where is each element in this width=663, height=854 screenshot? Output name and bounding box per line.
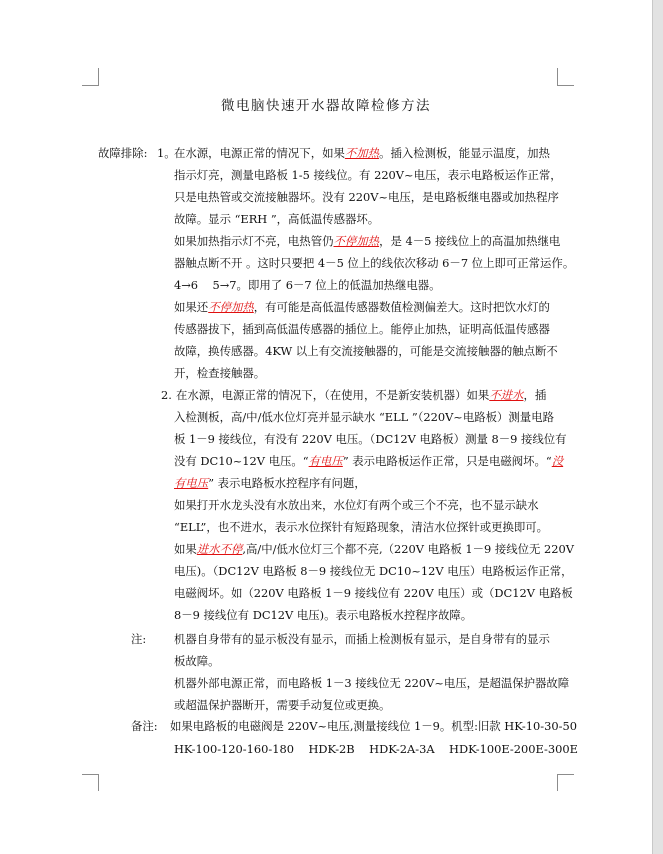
text-run: ” 表示电路板水控程序有问题， — [208, 476, 366, 490]
text-run: 如果加热指示灯不亮，电热管仍 — [174, 234, 334, 248]
text-run: 在水源，电源正常的情况下，（在使用，不是新安装机器）如果 — [176, 388, 490, 402]
text-line: 电压)。（DC12V 电路板 8－9 接线位无 DC10~12V 电压）电路板运作正常， — [174, 564, 573, 578]
text-line: 入检测板，高/中/低水位灯亮并显示缺水 “ELL ”（220V~电路板）测量电路 — [174, 410, 554, 424]
text-run: 没有 DC10~12V 电压。“ — [174, 454, 309, 468]
text-line: 器触点断不开 。这时只要把 4－5 位上的线依次移动 6－7 位上即可正常运作。 — [174, 256, 575, 270]
highlighted-keyword: 不加热 — [344, 146, 380, 160]
text-run: 如果 — [174, 542, 197, 556]
text-run: ，插 — [523, 388, 547, 402]
vertical-scrollbar[interactable] — [652, 0, 663, 854]
text-line: 传感器拔下，插到高低温传感器的插位上。能停止加热，证明高低温传感器 — [174, 322, 550, 336]
highlighted-keyword: 没 — [551, 454, 564, 468]
text-line: “ELL”，也不进水，表示水位探针有短路现象，清洁水位探针或更换即可。 — [174, 520, 549, 534]
crop-mark-top-left — [82, 85, 99, 86]
remark-label: 备注: — [131, 719, 158, 733]
highlighted-keyword: 有电压 — [308, 454, 343, 468]
text-line — [176, 387, 546, 403]
text-run: 如果还 — [174, 300, 209, 314]
document-title: 微电脑快速开水器故障检修方法 — [221, 98, 431, 114]
text-line — [174, 299, 550, 315]
text-line — [174, 453, 563, 469]
highlighted-keyword: 不停加热 — [208, 300, 254, 314]
item-number: 2. — [161, 388, 172, 402]
text-run: ” 表示电路板运作正常，只是电磁阀坏。“ — [342, 454, 552, 468]
text-line: 机器外部电源正常，而电路板 1－3 接线位无 220V~电压，是超温保护器故障 — [174, 676, 570, 690]
text-run: ，是 4－5 接线位上的高温加热继电 — [379, 234, 561, 248]
text-line: 故障，换传感器。4KW 以上有交流接触器的，可能是交流接触器的触点断不 — [174, 344, 558, 358]
crop-mark-bottom-right — [557, 774, 558, 791]
highlighted-keyword: 进水不停 — [196, 542, 243, 556]
text-line: 如果电路板的电磁阀是 220V~电压,测量接线位 1－9。机型:旧款 HK-10-30-50 — [170, 719, 577, 733]
text-run: 。插入检测板，能显示温度，加热 — [379, 146, 550, 160]
highlighted-keyword: 不进水 — [489, 388, 524, 402]
text-line: 板故障。 — [174, 654, 220, 668]
text-line — [174, 233, 560, 249]
text-line: HK-100-120-160-180 HDK-2B HDK-2A-3A HDK-100E-200E-300E — [174, 742, 578, 756]
text-line: 故障。显示 “ERH ”，高低温传感器坏。 — [174, 212, 380, 226]
text-line: 板 1－9 接线位，有没有 220V 电压。（DC12V 电路板）测量 8－9 接线位有 — [174, 432, 567, 446]
crop-mark-bottom-left — [82, 774, 99, 775]
text-run: ,高/中/低水位灯三个都不亮,（220V 电路板 1－9 接线位无 220V — [242, 542, 575, 556]
highlighted-keyword: 不停加热 — [333, 234, 380, 248]
text-line: 或超温保护器断开，需要手动复位或更换。 — [174, 698, 391, 712]
crop-mark-top-left — [98, 68, 99, 85]
item-number: 1。 — [157, 146, 176, 160]
text-line: 只是电热管或交流接触器坏。没有 220V~电压，是电路板继电器或加热程序 — [174, 190, 559, 204]
crop-mark-top-right — [557, 85, 574, 86]
text-line: 指示灯亮，测量电路板 1-5 接线位。有 220V~电压，表示电路板运作正常， — [174, 168, 562, 182]
text-line: 4→6 5→7。即用了 6－7 位上的低温加热继电器。 — [174, 278, 441, 292]
text-line — [174, 475, 366, 491]
text-run: 在水源，电源正常的情况下，如果 — [174, 146, 345, 160]
crop-mark-top-right — [557, 68, 558, 85]
text-line: 如果打开水龙头没有水放出来，水位灯有两个或三个不亮，也不显示缺水 — [174, 498, 539, 512]
text-line: 开，检查接触器。 — [174, 366, 266, 380]
crop-mark-bottom-left — [98, 774, 99, 791]
text-line: 机器自身带有的显示板没有显示，而插上检测板有显示，是自身带有的显示 — [174, 632, 550, 646]
note-label: 注: — [131, 632, 147, 646]
highlighted-keyword: 有电压 — [174, 476, 209, 490]
text-line: 电磁阀坏。如（220V 电路板 1－9 接线位有 220V 电压）或（DC12V 电路板 — [174, 586, 573, 600]
section-label: 故障排除: — [98, 146, 148, 160]
text-line: 8－9 接线位有 DC12V 电压)。表示电路板水控程序故障。 — [174, 608, 473, 622]
text-line — [174, 145, 550, 161]
text-line — [174, 541, 574, 557]
text-run: ，有可能是高低温传感器数值检测偏差大。这时把饮水灯的 — [253, 300, 550, 314]
crop-mark-bottom-right — [557, 774, 574, 775]
